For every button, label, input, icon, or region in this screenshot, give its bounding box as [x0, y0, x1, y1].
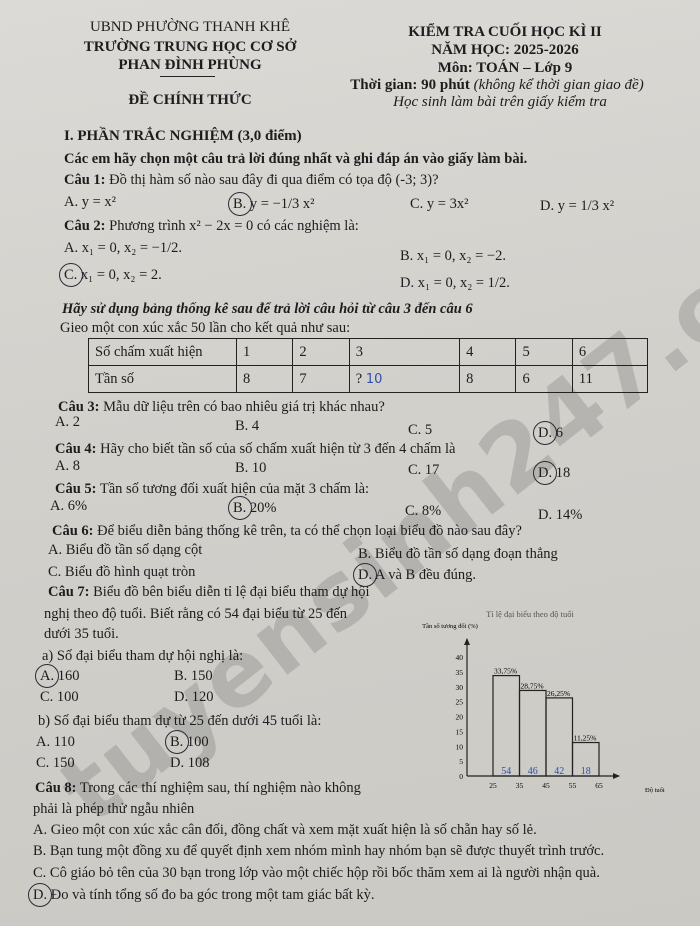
- option-text: B. 10: [235, 460, 267, 476]
- x-tick-label: 45: [542, 781, 550, 790]
- x-tick-label: 65: [595, 781, 603, 790]
- option-text: B. x₁ = 0, x₂ = −2.: [400, 248, 506, 264]
- table-cell: 3: [349, 339, 459, 366]
- histogram-bar: [520, 690, 547, 776]
- answer-circle: [59, 263, 83, 287]
- q7a-option-b[interactable]: [174, 668, 213, 685]
- question-1: [64, 171, 439, 189]
- histogram-chart: [420, 600, 670, 800]
- question-text: Mẫu dữ liệu trên có bao nhiêu giá trị khác nhau?: [103, 399, 385, 415]
- table-cell: 2: [293, 339, 349, 366]
- official-label: ĐỀ CHÍNH THỨC: [128, 92, 252, 108]
- table-cell: 4: [460, 339, 516, 366]
- q3-option-c[interactable]: [408, 422, 432, 439]
- y-tick-label: 10: [455, 742, 463, 752]
- question-8: [35, 779, 361, 797]
- question-7: [48, 583, 370, 601]
- histogram-bar: [546, 698, 573, 776]
- table-cell: 1: [237, 339, 293, 366]
- question-6: [52, 522, 522, 540]
- handwritten-count: 42: [554, 766, 565, 777]
- x-axis-arrow: [613, 773, 620, 779]
- option-text: D. 108: [170, 755, 210, 771]
- answer-circle: [35, 664, 59, 688]
- exam-title: KIỂM TRA CUỐI HỌC KÌ II: [408, 24, 602, 40]
- question-4: [55, 440, 455, 458]
- answer-circle: [165, 730, 189, 754]
- q7b-option-a[interactable]: [36, 734, 75, 751]
- q4-option-c[interactable]: [408, 462, 439, 479]
- question-text: Đồ thị hàm số nào sau đây đi qua điểm có tọa độ (-3; 3)?: [109, 172, 439, 188]
- question-text: Tần số tương đối xuất hiện của mặt 3 chấm là:: [99, 481, 370, 497]
- q7b-option-d[interactable]: [170, 755, 209, 772]
- option-text: D. 6: [538, 425, 563, 441]
- option-text: A. x₁ = 0, x₂ = −1/2.: [64, 240, 183, 256]
- header-underline: [160, 76, 215, 77]
- y-tick-label: 15: [455, 727, 463, 737]
- option-text: A. 110: [36, 734, 75, 750]
- time-note: (không kể thời gian giao đề): [473, 77, 644, 93]
- q7b-option-b[interactable]: [170, 734, 209, 751]
- question-7-line-2: nghị theo độ tuổi. Biết rằng có 54 đại biểu từ 25 đến: [44, 606, 348, 622]
- q7a-option-a[interactable]: [40, 668, 79, 685]
- q3-option-a[interactable]: [55, 414, 80, 431]
- question-label: Câu 8:: [35, 780, 77, 796]
- chart-title: Tỉ lệ đại biểu theo độ tuổi: [486, 609, 574, 619]
- question-label: Câu 6:: [52, 523, 94, 539]
- answer-circle: [533, 461, 557, 485]
- option-text: C. Biểu đồ hình quạt tròn: [48, 564, 196, 580]
- table-cell: 11: [572, 366, 647, 393]
- q6-option-c[interactable]: [48, 564, 195, 581]
- option-text: B. Biểu đồ tần số dạng đoạn thẳng: [358, 546, 558, 562]
- q2-option-c[interactable]: [64, 267, 162, 284]
- header-district: UBND PHƯỜNG THANH KHÊ: [89, 19, 291, 35]
- question-5: [55, 480, 369, 498]
- x-axis-label: Độ tuổi: [645, 787, 665, 794]
- q7a-option-d[interactable]: [174, 689, 213, 706]
- question-label: Câu 4:: [55, 441, 97, 457]
- y-tick-label: 20: [455, 712, 463, 722]
- q4-option-a[interactable]: [55, 458, 80, 475]
- y-axis-arrow: [464, 638, 470, 645]
- option-text: C. y = 3x²: [410, 196, 469, 212]
- option-text: B. 150: [174, 668, 213, 684]
- header-school-name: PHAN ĐÌNH PHÙNG: [118, 57, 262, 73]
- x-tick-label: 25: [489, 781, 497, 790]
- option-text: C. 17: [408, 462, 440, 478]
- question-8-line-2: phải là phép thử ngẫu nhiên: [33, 801, 195, 817]
- q6-option-d[interactable]: [358, 567, 476, 584]
- table-cell: 7: [293, 366, 349, 393]
- q7a-option-c[interactable]: [40, 689, 79, 706]
- option-text: D. 14%: [538, 507, 583, 523]
- missing-value: ?: [355, 370, 363, 387]
- histogram-bar: [493, 676, 520, 776]
- q6-option-b[interactable]: [358, 546, 558, 563]
- option-text: A. 2: [55, 414, 80, 430]
- option-text: C. Cô giáo bỏ tên của 30 bạn trong lớp vào một chiếc hộp rồi bốc thăm xem ai là người nhận quà.: [33, 865, 600, 881]
- question-label: Câu 5:: [55, 481, 97, 497]
- option-text: A. Biểu đồ tần số dạng cột: [48, 542, 203, 558]
- option-text: A. Gieo một con xúc xắc cân đối, đồng chất và xem mặt xuất hiện là số chẵn hay số lẻ.: [33, 822, 537, 838]
- section-instruction: Các em hãy chọn một câu trả lời đúng nhất và ghi đáp án vào giấy làm bài.: [64, 151, 528, 167]
- q7b-option-c[interactable]: [36, 755, 75, 772]
- q5-option-c[interactable]: [405, 503, 441, 520]
- header-school: TRƯỜNG TRUNG HỌC CƠ SỞ: [83, 39, 297, 55]
- q2-option-d[interactable]: [400, 275, 510, 292]
- question-label: Câu 7:: [48, 584, 90, 600]
- question-text: Biểu đồ bên biểu diễn tỉ lệ đại biểu tham dự hội: [93, 584, 370, 600]
- bar-data-label: 33,75%: [494, 666, 518, 676]
- y-axis-label: Tần số tương đối (%): [422, 623, 478, 630]
- option-text: C. 5: [408, 422, 433, 438]
- section-title: I. PHẦN TRẮC NGHIỆM (3,0 điểm): [64, 128, 302, 144]
- q1-option-c[interactable]: [410, 196, 468, 213]
- y-tick-label: 35: [455, 667, 463, 677]
- q3-option-b[interactable]: [235, 418, 259, 435]
- handwritten-count: 54: [501, 766, 512, 777]
- question-3: [58, 398, 385, 416]
- answer-circle: [533, 421, 557, 445]
- y-tick-label: 5: [459, 757, 463, 767]
- q1-option-d[interactable]: [540, 198, 614, 215]
- option-text: D. A và B đều đúng.: [358, 567, 477, 583]
- question-7-line-3: dưới 35 tuổi.: [44, 626, 119, 642]
- q2-option-b[interactable]: [400, 248, 506, 265]
- school-year: NĂM HỌC: 2025-2026: [431, 42, 579, 58]
- option-text: D. Đo và tính tổng số đo ba góc trong một tam giác bất kỳ.: [33, 887, 375, 903]
- table-cell: 8: [237, 366, 293, 393]
- option-text: C. 8%: [405, 503, 442, 519]
- handwritten-count: 46: [527, 766, 538, 777]
- option-text: B. Bạn tung một đồng xu để quyết định xem nhóm mình hay nhóm bạn sẽ được thuyết trình trước.: [33, 843, 605, 859]
- q3-option-d[interactable]: [538, 425, 563, 442]
- option-text: D. x₁ = 0, x₂ = 1/2.: [400, 275, 510, 291]
- table-cell: 5: [516, 339, 572, 366]
- handwritten-count: 18: [580, 766, 591, 777]
- row-header: Số chấm xuất hiện: [89, 339, 237, 366]
- option-text: A. y = x²: [64, 194, 116, 210]
- q8-option-c[interactable]: [33, 865, 600, 882]
- q6-option-a[interactable]: [48, 542, 202, 559]
- option-text: A. 160: [40, 668, 80, 684]
- option-text: D. y = 1/3 x²: [540, 198, 615, 214]
- q4-option-d[interactable]: [538, 465, 570, 482]
- table-cell: [349, 366, 459, 393]
- q8-option-d[interactable]: [33, 887, 375, 904]
- q1-option-a[interactable]: [64, 194, 116, 211]
- exam-note: Học sinh làm bài trên giấy kiểm tra: [393, 94, 607, 110]
- table-cell: 6: [516, 366, 572, 393]
- q4-option-b[interactable]: [235, 460, 266, 477]
- frequency-table: [88, 338, 648, 393]
- subject: Môn: TOÁN – Lớp 9: [437, 60, 573, 76]
- option-text: B. y = −1/3 x²: [233, 196, 315, 212]
- question-2: [64, 217, 359, 235]
- table-caption: Gieo một con xúc xắc 50 lần cho kết quả như sau:: [60, 320, 351, 336]
- option-text: B. 4: [235, 418, 260, 434]
- q2-option-a[interactable]: [64, 240, 182, 257]
- question-label: Câu 3:: [58, 399, 100, 415]
- q1-option-b[interactable]: [233, 196, 315, 213]
- y-tick-label: 30: [455, 682, 463, 692]
- option-text: C. 100: [40, 689, 79, 705]
- option-text: C. x₁ = 0, x₂ = 2.: [64, 267, 162, 283]
- x-tick-label: 35: [515, 781, 524, 790]
- question-text: Trong các thí nghiệm sau, thí nghiệm nào không: [79, 780, 361, 796]
- option-text: D. 18: [538, 465, 571, 481]
- table-row: [89, 366, 648, 393]
- question-label: Câu 2:: [64, 218, 106, 234]
- exam-time: [350, 76, 643, 94]
- option-text: B. 20%: [233, 500, 277, 516]
- option-text: B. 100: [170, 734, 209, 750]
- question-text: Phương trình x² − 2x = 0 có các nghiệm là:: [109, 218, 359, 234]
- time-label: Thời gian: 90 phút: [350, 77, 470, 93]
- table-intro: Hãy sử dụng bảng thống kê sau để trả lời câu hỏi từ câu 3 đến câu 6: [62, 301, 473, 317]
- answer-circle: [28, 883, 52, 907]
- q5-option-d[interactable]: [538, 507, 582, 524]
- question-text: Để biểu diễn bảng thống kê trên, ta có thể chọn loại biểu đồ nào sau đây?: [97, 523, 522, 539]
- q8-option-a[interactable]: [33, 822, 537, 839]
- y-tick-label: 25: [455, 697, 463, 707]
- bar-data-label: 11,25%: [573, 733, 597, 743]
- answer-circle: [228, 192, 252, 216]
- q5-option-b[interactable]: [233, 500, 277, 517]
- question-7a: a) Số đại biểu tham dự hội nghị là:: [42, 648, 244, 664]
- option-text: C. 150: [36, 755, 75, 771]
- y-tick-label: 40: [455, 653, 463, 662]
- question-label: Câu 1:: [64, 172, 106, 188]
- question-text: Hãy cho biết tần số của số chấm xuất hiện từ 3 đến 4 chấm là: [100, 441, 456, 457]
- q8-option-b[interactable]: [33, 843, 604, 860]
- q5-option-a[interactable]: [50, 498, 87, 515]
- option-text: A. 8: [55, 458, 80, 474]
- row-header: Tần số: [89, 366, 237, 393]
- bar-data-label: 26,25%: [547, 688, 571, 698]
- y-tick-label: 0: [459, 772, 463, 781]
- question-7b: b) Số đại biểu tham dự từ 25 đến dưới 45 tuổi là:: [38, 713, 322, 729]
- x-tick-label: 55: [568, 781, 577, 790]
- table-row: [89, 339, 648, 366]
- table-cell: 6: [572, 339, 647, 366]
- answer-circle: [228, 496, 252, 520]
- table-cell: 8: [460, 366, 516, 393]
- handwritten-value: 10: [365, 371, 383, 387]
- bar-data-label: 28,75%: [520, 681, 544, 691]
- option-text: D. 120: [174, 689, 214, 705]
- option-text: A. 6%: [50, 498, 88, 514]
